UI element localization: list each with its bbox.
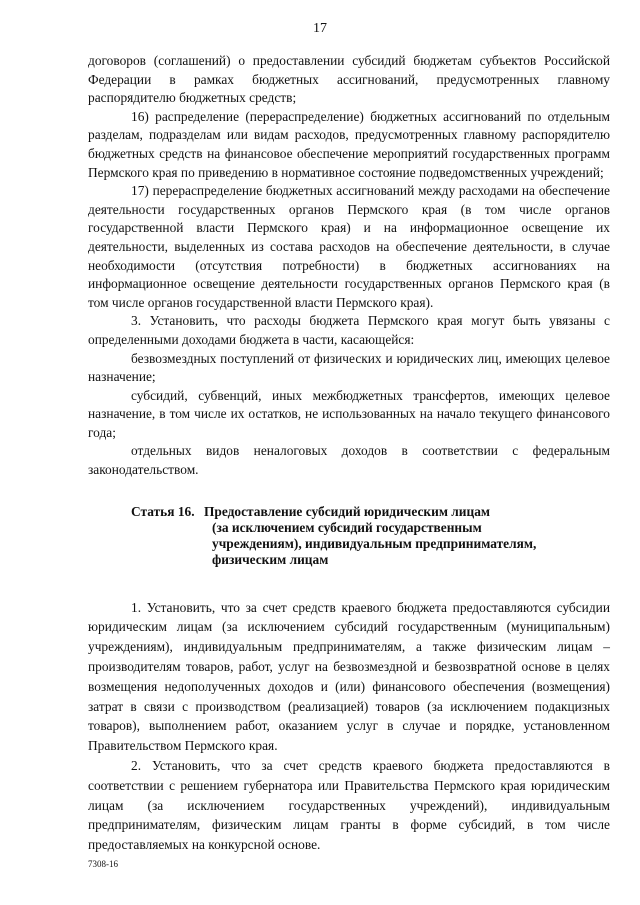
footer-code: 7308-16 (88, 859, 118, 869)
article-body (88, 598, 610, 855)
paragraph: 2. Установить, что за счет средств краевого бюджета предоставляются в соответствии с решением губернатора или Правительства Пермского края юридическим лицам (за исключением государственных учреждений), индивидуальным предпринимателям, физическим лицам гранты в форме субсидий, в том числе предоставляемых на конкурсной основе. (88, 758, 610, 853)
article-heading (88, 504, 610, 568)
document-body (88, 52, 610, 855)
article-label: Статья 16. (131, 503, 195, 519)
paragraph: субсидий, субвенций, иных межбюджетных трансфертов, имеющих целевое назначение, в том числе их остатков, не использованных на начало текущего финансового года; (88, 387, 610, 440)
paragraph: 17) перераспределение бюджетных ассигнований между расходами на обеспечение деятельности государственных органов Пермского края (в том числе органов государственной власти Пермского края) и на информационное освещение их деятельности, выделенных из состава расходов на обеспечение деятельности, в случае необходимости (отсутствия потребности) в бюджетных ассигнованиях на информационное освещение деятельности государственных органов Пермского края (в том числе органов государственной власти Пермского края). (88, 183, 610, 310)
article-title (204, 504, 610, 568)
paragraph: 3. Установить, что расходы бюджета Пермского края могут быть увязаны с определенными доходами бюджета в части, касающейся: (88, 313, 610, 347)
article-title-line: Предоставление субсидий юридическим лицам (204, 503, 491, 519)
page-number: 17 (313, 21, 327, 36)
article-title-line: учреждениям), индивидуальным предпринимателям, (212, 535, 537, 551)
paragraph: отдельных видов неналоговых доходов в соответствии с федеральным законодательством. (88, 443, 610, 478)
article-title-line: (за исключением субсидий государственным (212, 519, 482, 535)
paragraph: договоров (соглашений) о предоставлении субсидий бюджетам субъектов Российской Федерации в рамках бюджетных ассигнований, предусмотренных главному распорядителю бюджетных средств; (88, 53, 610, 106)
paragraph: 16) распределение (перераспределение) бюджетных ассигнований по отдельным разделам, подразделам или видам расходов, предусмотренных главному распорядителю бюджетных средств на финансовое обеспечение мероприятий государственных программ Пермского края по приведению в нормативное состояние подведомственных учреждений; (88, 108, 610, 180)
paragraph: безвозмездных поступлений от физических и юридических лиц, имеющих целевое назначение; (88, 350, 610, 385)
article-title-line: физическим лицам (212, 551, 329, 567)
paragraph: 1. Установить, что за счет средств краевого бюджета предоставляются субсидии юридическим лицам (за исключением субсидий государственным (муниципальным) учреждениям), индивидуальным предпринимателям, а также физическим лицам – производителям товаров, работ, услуг на безвозмездной и безвозвратной основе в целях возмещения недополученных доходов и (или) финансового обеспечения (возмещения) затрат в связи с производством (реализацией) товаров (за исключением подакцизных товаров), выполнением работ, оказанием услуг в случае и порядке, установленном Правительством Пермского края. (88, 599, 610, 754)
